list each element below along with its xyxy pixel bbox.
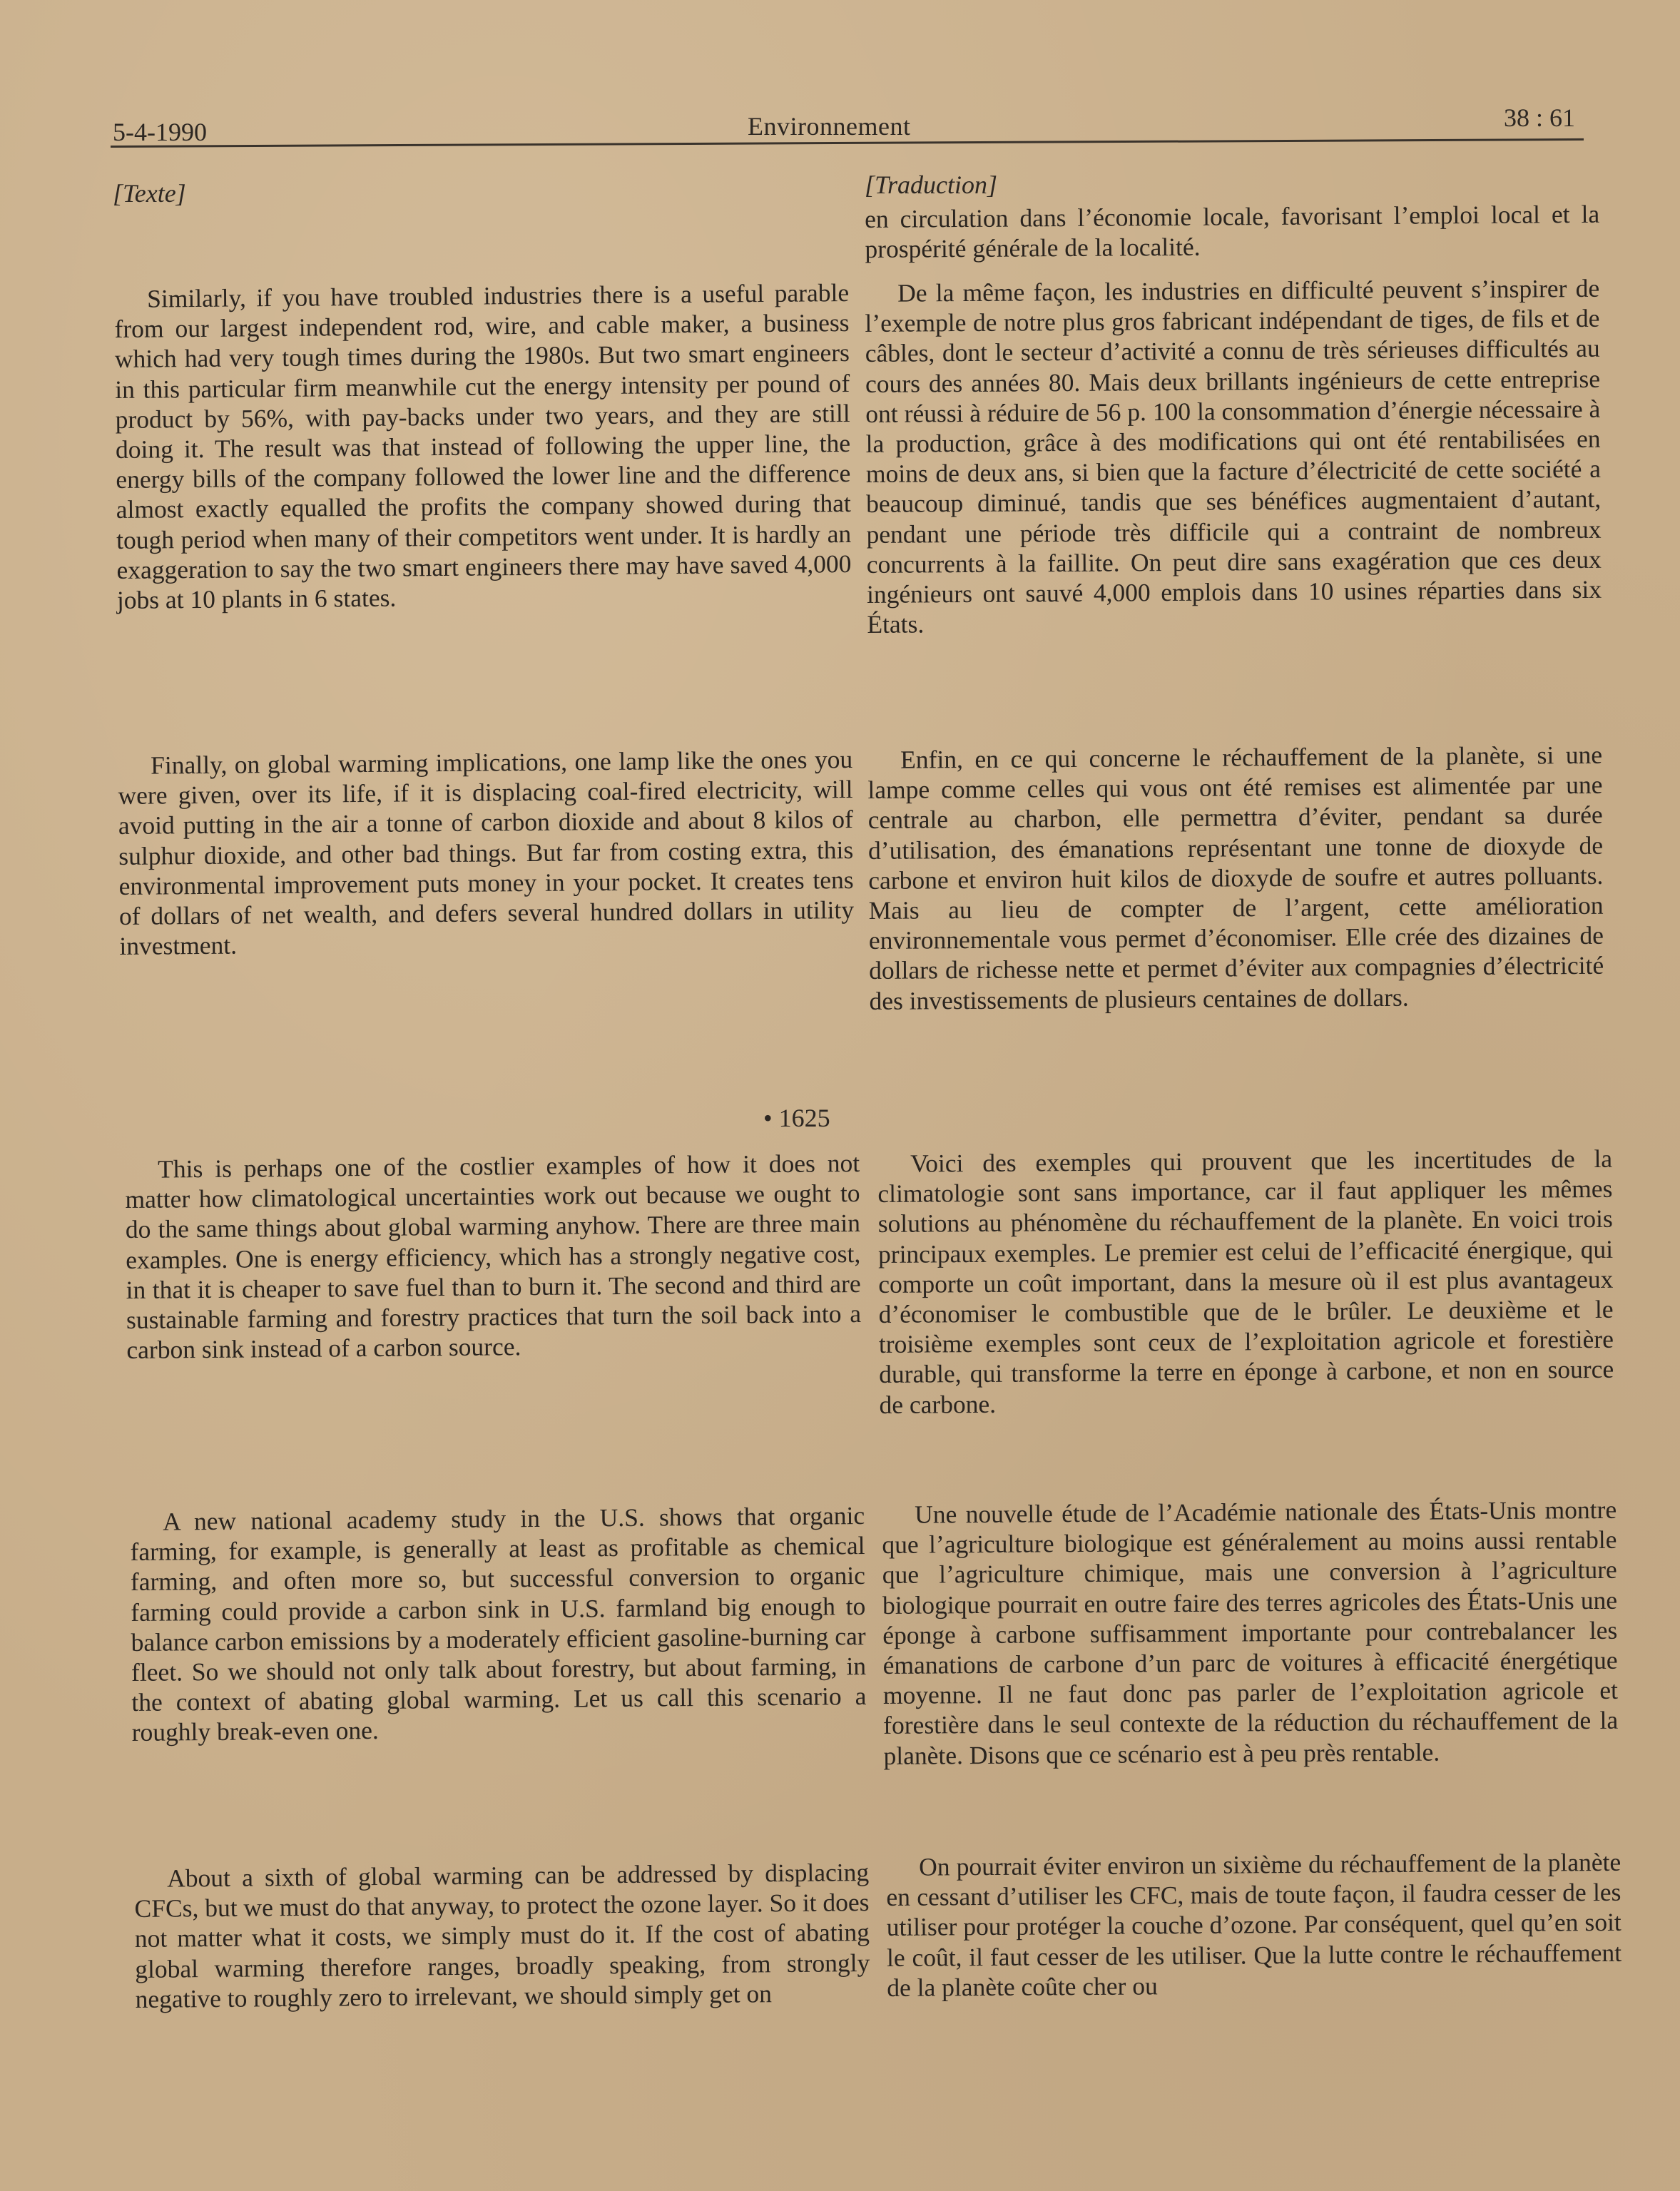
french-paragraph-1: en circulation dans l’économie locale, favorisant l’emploi local et la prospérité générale de la localité. [865, 199, 1600, 264]
english-paragraph-5-block [134, 1857, 870, 2014]
french-paragraph-2: De la même façon, les industries en difficulté peuvent s’inspirer de l’exemple de notre plus gros fabricant indépendant de tiges, de fils et de câbles, dont le secteur d’activité a connu de très sérieuses difficultés au cours des années 80. Mais deux brillants ingénieurs de cette entreprise ont réussi à réduire de 56 p. 100 la consommation d’énergie nécessaire à la production, grâce à des modifications qui ont été rentabilisées en moins de deux ans, si bien que la facture d’électricité de cette société a beaucoup diminué, tandis que ses bénéfices augmentaient d’autant, pendant une période très difficile qui a contraint de nombreux concurrents à la faillite. On peut dire sans exagération que ces deux ingénieurs ont sauvé 4,000 emplois dans 10 usines réparties dans six États. [865, 273, 1602, 639]
label-french-translation: [Traduction] [865, 171, 998, 199]
french-paragraph-2-block [865, 273, 1602, 640]
label-french-word: Traduction [875, 171, 988, 199]
french-paragraph-6: On pourrait éviter environ un sixième du réchauffement de la planète en cessant d’utiliser les CFC, mais de toute façon, il faudra cesser de les utiliser pour protéger la couche d’ozone. Par conséquent, quel qu’en soit le coût, il faut cesser de les utiliser. Que la lutte contre le réchauffement de la planète coûte cher ou [886, 1847, 1622, 2002]
english-paragraph-3-block [125, 1148, 862, 1365]
english-paragraph-2: Finally, on global warming implications, one lamp like the ones you were given, over its life, if it is displacing coal-fired electricity, will avoid putting in the air a tonne of carbon dioxide and about 8 kilos of sulphur dioxide, and other bad things. But far from costing extra, this environmental improvement puts money in your pocket. It creates tens of dollars of net wealth, and defers several hundred dollars in utility investment. [118, 745, 855, 961]
header-page-number: 38 : 61 [1504, 103, 1576, 132]
english-paragraph-2-block [118, 744, 855, 961]
hansard-time-marker: • 1625 [763, 1104, 830, 1132]
english-paragraph-1-block [114, 278, 852, 615]
english-paragraph-4: A new national academy study in the U.S. shows that organic farming, for example, is generally at least as profitable as chemical farming, and often more so, but successful conversion to organic farming could provide a carbon sink in U.S. farmland big enough to balance carbon emissions by a moderately efficient gasoline-burning car fleet. So we should not only talk about forestry, but about farming, in the context of abating global warming. Let us call this scenario a roughly break-even one. [130, 1501, 867, 1747]
english-paragraph-4-block [130, 1500, 867, 1748]
french-paragraph-3-block [867, 740, 1604, 1016]
english-paragraph-1: Similarly, if you have troubled industries there is a useful parable from our largest independent rod, wire, and cable maker, a business which had very tough times during the 1980s. But two smart engineers in this particular firm meanwhile cut the energy intensity per pound of product by 56%, with pay-backs under two years, and they are still doing it. The result was that instead of following the upper line, the energy bills of the company followed the lower line and the difference almost exactly equalled the profits the company showed during that tough period when many of their competitors went under. It is hardly an exaggeration to say the two smart engineers there may have saved 4,000 jobs at 10 plants in 6 states. [114, 278, 852, 615]
french-paragraph-6-block [886, 1847, 1622, 2003]
french-paragraph-3: Enfin, en ce qui concerne le réchauffement de la planète, si une lampe comme celles qui vous ont été remises est alimentée par une centrale au charbon, elle permettra d’éviter, pendant sa durée d’utilisation, des émanations représentant une tonne de dioxyde de carbone et environ huit kilos de dioxyde de soufre et autres polluants. Mais au lieu de compter de l’argent, cette amélioration environnementale vous permet d’économiser. Elle crée des dizaines de dollars de richesse nette et permet d’éviter aux compagnies d’électricité des investissements de plusieurs centaines de dollars. [867, 740, 1604, 1015]
french-paragraph-5: Une nouvelle étude de l’Académie nationale des États-Unis montre que l’agriculture biologique est généralement au moins aussi rentable que l’agriculture chimique, mais une conversion à l’agriculture biologique pourrait en outre faire des terres agricoles des États-Unis une éponge à carbone suffisamment importante pour contrebalancer les émanations de carbone d’un parc de voitures à efficacité énergétique moyenne. Il ne faut donc pas parler de l’exploitation agricole et forestière dans le seul contexte de la réduction du réchauffement de la planète. Disons que ce scénario est à peu près rentable. [882, 1495, 1619, 1770]
label-english-word: Texte [123, 179, 176, 208]
english-paragraph-5: About a sixth of global warming can be addressed by displacing CFCs, but we must do that anyway, to protect the ozone layer. So it does not matter what it costs, we simply must do it. If the cost of abating global warming therefore ranges, broadly speaking, from strongly negative to roughly zero to irrelevant, we should simply get on [134, 1858, 870, 2013]
french-paragraph-5-block [882, 1495, 1619, 1771]
label-english-text: [Texte] [113, 179, 186, 208]
english-paragraph-3: This is perhaps one of the costlier examples of how it does not matter how climatological uncertainties work out because we ought to do the same things about global warming anyhow. There are three main examples. One is energy efficiency, which has a strongly negative cost, in that it is cheaper to save fuel than to burn it. The second and third are sustainable farming and forestry practices that turn the soil back into a carbon sink instead of a carbon source. [125, 1149, 862, 1365]
header-title: Environnement [748, 112, 911, 141]
french-paragraph-4-block [877, 1144, 1614, 1420]
header-date: 5-4-1990 [113, 118, 207, 146]
french-paragraph-1-block [865, 199, 1600, 265]
french-paragraph-4: Voici des exemples qui prouvent que les incertitudes de la climatologie sont sans importance, car il faut appliquer les mêmes solutions au phénomène du réchauffement de la planète. En voici trois principaux exemples. Le premier est celui de l’efficacité énergique, qui comporte un coût important, dans la mesure où il est plus avantageux d’économiser le combustible que de le brûler. Le deuxième et le troisième exemples sont ceux de l’exploitation agricole et forestière durable, qui transforme la terre en éponge à carbone, et non en source de carbone. [877, 1144, 1614, 1419]
